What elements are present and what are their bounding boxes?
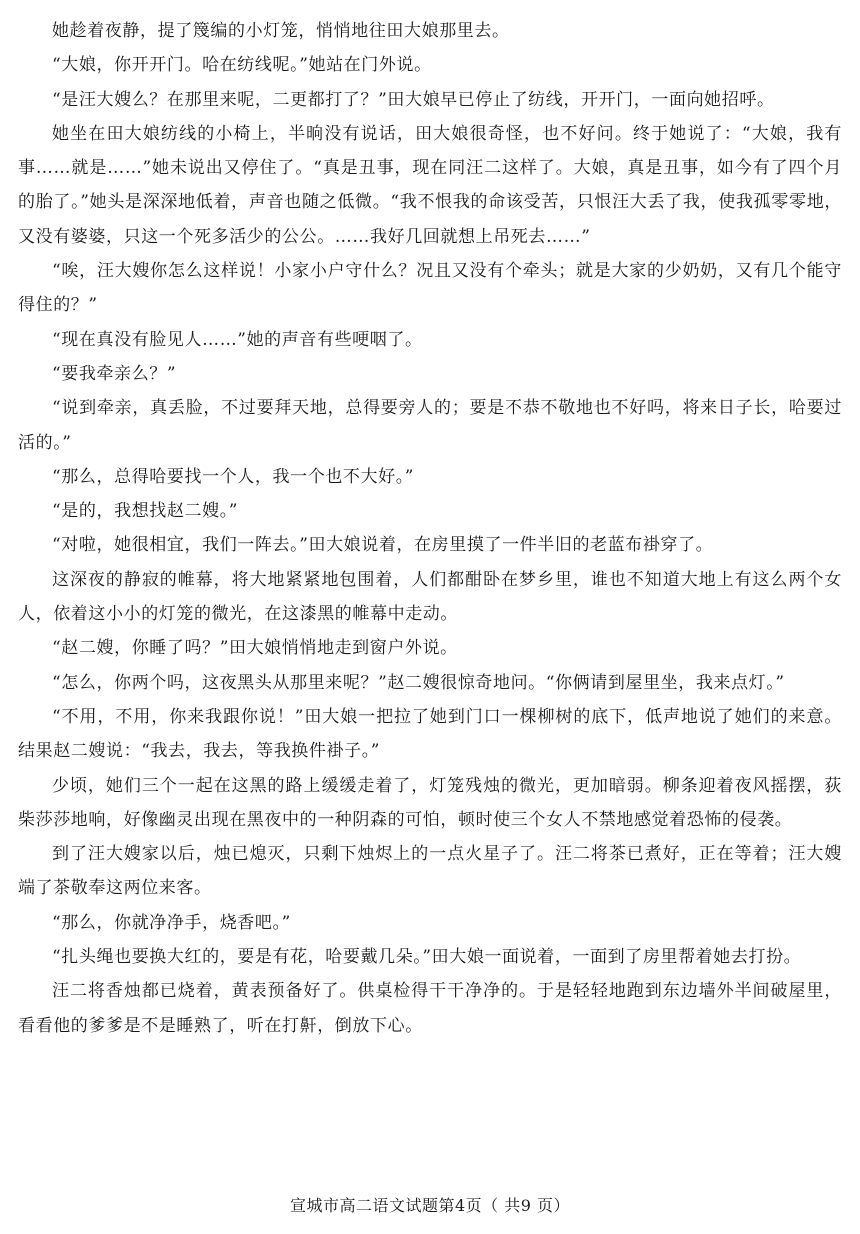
- paragraph: 到了汪大嫂家以后，烛已熄灭，只剩下烛烬上的一点火星子了。汪二将茶已煮好，正在等着；汪大嫂端了茶敬奉这两位来客。: [18, 844, 842, 899]
- paragraph: “怎么，你两个吗，这夜黑头从那里来呢？”赵二嫂很惊奇地问。“你俩请到屋里坐，我来点灯。”: [52, 672, 785, 693]
- paragraph: “不用，不用，你来我跟你说！”田大娘一把拉了她到门口一棵柳树的底下，低声地说了她们的来意。结果赵二嫂说：“我去，我去，等我换件褂子。”: [18, 706, 842, 762]
- paragraph: 少顷，她们三个一起在这黑的路上缓缓走着了，灯笼残烛的微光，更加暗弱。柳条迎着夜风摇摆，荻柴莎莎地响，好像幽灵出现在黑夜中的一种阴森的可怕，顿时使三个女人不禁地感觉着恐怖的侵袭。: [18, 775, 842, 830]
- paragraph: “是汪大嫂么？在那里来呢，二更都打了？”田大娘早已停止了纺线，开开门，一面向她招呼。: [52, 89, 775, 110]
- paragraph: “扎头绳也要换大红的，要是有花，哈要戴几朵。”田大娘一面说着，一面到了房里帮着她去打扮。: [52, 947, 802, 968]
- paragraph: “说到牵亲，真丢脸，不过要拜天地，总得要旁人的；要是不恭不敬地也不好吗，将来日子长，哈要过活的。”: [18, 398, 842, 453]
- paragraph: 汪二将香烛都已烧着，黄表预备好了。供桌检得干干净净的。于是轻轻地跑到东边墙外半间破屋里，看看他的爹爹是不是睡熟了，听在打鼾，倒放下心。: [18, 981, 842, 1036]
- paragraph: “大娘，你开开门。哈在纺线呢。”她站在门外说。: [52, 55, 432, 76]
- paragraph: “现在真没有脸见人……”她的声音有些哽咽了。: [52, 329, 423, 350]
- paragraph: “要我牵亲么？”: [52, 363, 177, 384]
- paragraph: “赵二嫂，你睡了吗？”田大娘悄悄地走到窗户外说。: [52, 638, 458, 659]
- paragraph: 她趁着夜静，提了篾编的小灯笼，悄悄地往田大娘那里去。: [52, 21, 510, 41]
- paragraph: “对啦，她很相宜，我们一阵去。”田大娘说着，在房里摸了一件半旧的老蓝布褂穿了。: [52, 535, 714, 556]
- paragraph: 她坐在田大娘纺线的小椅上，半晌没有说话，田大娘很奇怪，也不好问。终于她说了：“大娘，我有事……就是……”她未说出又停住了。“真是丑事，现在同汪二这样了。大娘，真是丑事，如今有了四个月的胎了。”她头是深深地低着，声音也随之低微。“我不恨我的命该受苦，只恨汪大丢了我，使我孤零零地，又没有婆婆，只这一个死多活少的公公。……我好几回就想上吊死去……”: [18, 123, 842, 247]
- paragraph: 这深夜的静寂的帷幕，将大地紧紧地包围着，人们都酣卧在梦乡里，谁也不知道大地上有这么两个女人，依着这小小的灯笼的微光，在这漆黑的帷幕中走动。: [18, 569, 842, 625]
- paragraph: “唉，汪大嫂你怎么这样说！小家小户守什么？况且又没有个牵头；就是大家的少奶奶，又有几个能守得住的？”: [18, 261, 842, 316]
- paragraph: “那么，总得哈要找一个人，我一个也不大好。”: [52, 466, 415, 487]
- paragraph: “那么，你就净净手，烧香吧。”: [52, 912, 291, 933]
- page-footer: 宣城市高二语文试题第4页（ 共9 页）: [289, 1196, 571, 1215]
- paragraph: “是的，我想找赵二嫂。”: [52, 501, 239, 522]
- document-body: [18, 14, 842, 1043]
